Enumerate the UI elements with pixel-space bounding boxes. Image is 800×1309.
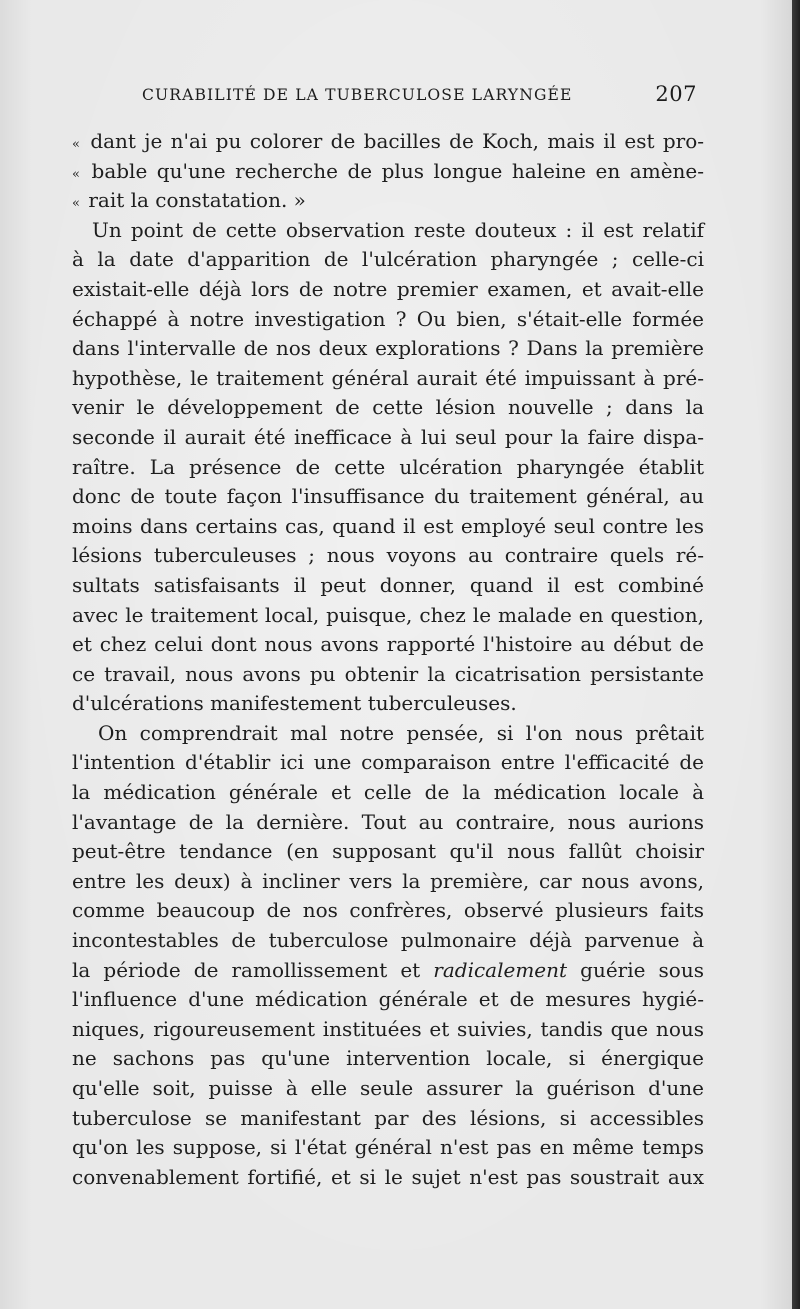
text-line: l'avantage de la dernière. Tout au contraire, nous aurions [72, 809, 704, 834]
text-line: « bable qu'une recherche de plus longue haleine en amène- [72, 158, 704, 183]
text-line: venir le développement de cette lésion nouvelle ; dans la [72, 395, 704, 420]
page-number: 207 [655, 82, 697, 106]
italic-word: radicalement [433, 957, 568, 982]
text-line: la période de ramollissement et radicalement guérie sous [72, 957, 704, 982]
text-line: avec le traitement local, puisque, chez le malade en question, [72, 602, 704, 627]
text-line: seconde il aurait été inefficace à lui seul pour la faire dispa- [72, 424, 704, 449]
text-line: lésions tuberculeuses ; nous voyons au contraire quels ré- [72, 543, 704, 568]
text-line: tuberculose se manifestant par des lésions, si accessibles [72, 1105, 704, 1130]
text-line: convenablement fortifié, et si le sujet n'est pas soustrait aux [72, 1164, 704, 1189]
quote-mark: « [72, 196, 80, 212]
text-line: d'ulcérations manifestement tuberculeuses. [72, 691, 517, 716]
text-line: à la date d'apparition de l'ulcération pharyngée ; celle-ci [72, 247, 704, 272]
text-line: moins dans certains cas, quand il est employé seul contre les [72, 513, 704, 538]
text-line: raître. La présence de cette ulcération pharyngée établit [72, 454, 704, 479]
text-line: Un point de cette observation reste douteux : il est relatif [92, 217, 704, 242]
page-edge-shadow [792, 0, 800, 1309]
text-line: « rait la constatation. » [72, 188, 306, 213]
quote-mark: « [72, 137, 80, 152]
text-line: l'intention d'établir ici une comparaison entre l'efficacité de [72, 750, 704, 775]
running-title: CURABILITÉ DE LA TUBERCULOSE LARYNGÉE [142, 86, 573, 104]
text-line: entre les deux) à incliner vers la première, car nous avons, [72, 868, 704, 893]
text-line: échappé à notre investigation ? Ou bien, s'était-elle formée [72, 306, 704, 331]
text-line: dans l'intervalle de nos deux explorations ? Dans la première [72, 336, 704, 361]
text-line: incontestables de tuberculose pulmonaire déjà parvenue à [72, 928, 704, 953]
body-text [72, 127, 704, 1192]
text-line: On comprendrait mal notre pensée, si l'on nous prêtait [98, 720, 704, 745]
text-line: l'influence d'une médication générale et de mesures hygié- [72, 987, 704, 1012]
text-line: peut-être tendance (en supposant qu'il nous fallût choisir [72, 839, 704, 864]
text-line: la médication générale et celle de la médication locale à [72, 780, 704, 805]
text-line: comme beaucoup de nos confrères, observé plusieurs faits [72, 898, 704, 923]
quote-mark: « [72, 166, 80, 182]
text-line: existait-elle déjà lors de notre premier examen, et avait-elle [72, 276, 704, 301]
text-line: qu'elle soit, puisse à elle seule assurer la guérison d'une [72, 1076, 704, 1100]
text-line: niques, rigoureusement instituées et suivies, tandis que nous [72, 1016, 704, 1041]
text-line: hypothèse, le traitement général aurait été impuissant à pré- [72, 365, 704, 390]
text-line: ce travail, nous avons pu obtenir la cicatrisation persistante [72, 661, 704, 686]
text-line: donc de toute façon l'insuffisance du traitement général, au [72, 484, 704, 509]
text-line: et chez celui dont nous avons rapporté l'histoire au début de [72, 632, 704, 657]
text-line: « dant je n'ai pu colorer de bacilles de Koch, mais il est pro- [72, 129, 705, 153]
text-line: sultats satisfaisants il peut donner, quand il est combiné [72, 572, 704, 597]
page-header [142, 82, 697, 112]
text-line: qu'on les suppose, si l'état général n'est pas en même temps [72, 1135, 704, 1160]
text-line: ne sachons pas qu'une intervention locale, si énergique [72, 1046, 704, 1071]
